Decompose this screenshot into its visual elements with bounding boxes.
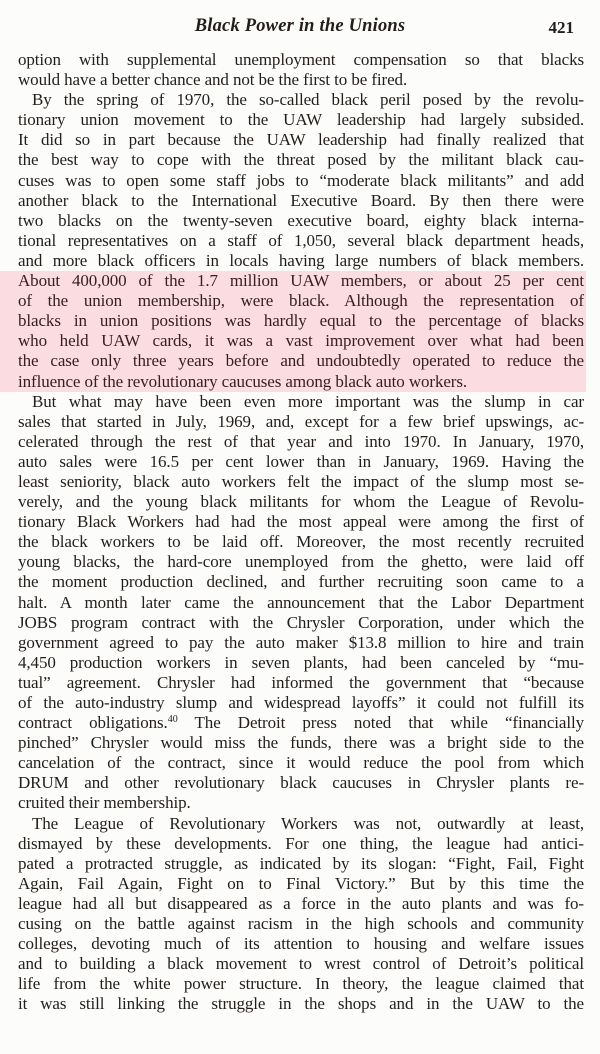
text-line: young blacks, the hard-core unemployed from the ghetto, were laid off [18,552,584,572]
text-segment: contract obligations. [18,713,168,733]
text-line: tual” agreement. Chrysler had informed the government that “because [18,672,584,692]
text-line: tionary Black Workers had had the most appeal were among the first of [18,512,584,532]
text-line: 4,450 production workers in seven plants, had been canceled by “mu- [18,652,584,672]
page-title: Black Power in the Unions [194,16,406,36]
text-line: life from the white power structure. In theory, the league claimed that [18,974,584,994]
text-line: DRUM and other revolutionary black caucuses in Chrysler plants re- [18,773,584,793]
text-line: verely, and the young black militants for whom the League of Revolu- [18,492,584,512]
text-line: But what may have been even more important was the slump in car [32,391,584,411]
highlighted-text-line: of the union membership, were black. Although the representation of [0,291,586,311]
text-block [18,50,584,1015]
text-line: It did so in part because the UAW leadership had finally realized that [18,130,584,150]
text-line: colleges, devoting much of its attention to housing and welfare issues [18,934,584,954]
text-line: The League of Revolutionary Workers was not, outwardly at least, [32,813,584,833]
text-segment: The Detroit press noted that while “financially [177,713,584,733]
text-line: cruited their membership. [18,793,191,813]
text-line: option with supplemental unemployment compensation so that blacks [18,50,584,69]
text-line: the best way to cope with the threat posed by the militant black cau- [18,150,584,170]
highlighted-text-line: the case only three years before and undoubtedly operated to reduce the [0,351,586,371]
highlighted-text-line: influence of the revolutionary caucuses among black auto workers. [0,372,586,392]
text-line: cuses was to open some staff jobs to “moderate black militants” and add [18,170,584,190]
text-line [18,713,584,733]
text-line: Again, Fail Again, Fight on to Final Victory.” But by this time the [18,873,584,893]
text-line: and more black officers in locals having large numbers of black members. [18,250,584,270]
text-line: government agreed to pay the auto maker $13.8 million to hire and train [18,632,584,652]
text-line: celerated through the rest of that year and into 1970. In January, 1970, [18,431,584,451]
text-line: the black workers to be laid off. Moreover, the most recently recruited [18,532,584,552]
text-line: would have a better chance and not be the first to be fired. [18,70,408,90]
text-line: sales that started in July, 1969, and, except for a few brief upswings, ac- [18,411,584,431]
footnote-reference: 40 [167,714,178,726]
text-line: league had all but disappeared as a force in the auto plants and was fo- [18,893,584,913]
text-line: tional representatives on a staff of 1,050, several black department heads, [18,230,584,250]
text-line: cancelation of the contract, since it would reduce the pool from which [18,753,584,773]
page-number: 421 [548,18,574,37]
text-line: pated a protracted struggle, as indicated by its slogan: “Fight, Fail, Fight [18,853,584,873]
text-line: By the spring of 1970, the so-called black peril posed by the revolu- [32,90,584,110]
text-line: dismayed by these developments. For one thing, the league had antici- [18,833,584,853]
highlighted-text-line: who held UAW cards, it was a vast improvement over what had been [0,331,586,351]
text-line: the moment production declined, and further recruiting soon came to a [18,572,584,592]
text-line: JOBS program contract with the Chrysler Corporation, under which the [18,612,584,632]
text-line: pinched” Chrysler would miss the funds, there was a bright side to the [18,733,584,753]
text-line: auto sales were 16.5 per cent lower than in January, 1969. Having the [18,451,584,471]
highlighted-text-line: blacks in union positions was hardly equal to the percentage of blacks [0,311,586,331]
text-line: tionary union movement to the UAW leadership had largely subsided. [18,110,584,130]
text-line: it was still linking the struggle in the shops and in the UAW to the [18,994,584,1014]
text-line: halt. A month later came the announcement that the Labor Department [18,592,584,612]
highlighted-text-line: About 400,000 of the 1.7 million UAW members, or about 25 per cent [0,271,586,291]
text-line: another black to the International Executive Board. By then there were [18,190,584,210]
running-header [0,16,600,42]
text-line: and to building a black movement to wrest control of Detroit’s political [18,954,584,974]
text-line: two blacks on the twenty-seven executive board, eighty black interna- [18,210,584,230]
text-line: cusing on the battle against racism in the high schools and community [18,914,584,934]
text-line: of the auto-industry slump and widespread layoffs” it could not fulfill its [18,693,584,712]
text-line: least seniority, black auto workers felt the impact of the slump most se- [18,471,584,491]
